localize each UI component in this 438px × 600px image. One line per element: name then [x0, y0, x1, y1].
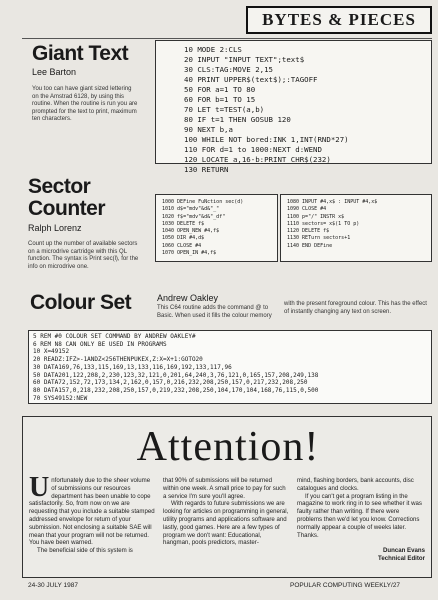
- code-line: 10 MODE 2:CLS: [184, 45, 242, 54]
- attention-col1b-text: The beneficial side of this system is: [37, 547, 133, 555]
- code-line: 5 REM #0 COLOUR SET COMMAND BY ANDREW OAKLEY#: [33, 333, 196, 340]
- giant-text-code: [156, 41, 431, 175]
- code-line: 50 FOR a=1 TO 80: [184, 85, 256, 94]
- attention-col-3: [297, 477, 425, 563]
- attention-box: [22, 416, 432, 578]
- code-line: 110 FOR d=1 to 1000:NEXT d:WEND: [184, 145, 322, 154]
- code-line: 1050 DIR #4,d$: [162, 235, 205, 242]
- code-line: 100 WHILE NOT bored:INK 1,INT(RND*27): [184, 135, 349, 144]
- giant-text-title: Giant Text: [32, 42, 129, 65]
- code-line: 40 PRINT UPPER$(text$);:TAGOFF: [184, 75, 318, 84]
- giant-text-listing: [155, 40, 432, 174]
- sector-listing-left: [155, 194, 278, 262]
- attention-title: Attention!: [136, 424, 320, 470]
- code-line: 1100 p="/" INSTR x$: [287, 213, 345, 220]
- attention-col3b-text: If you can't get a program listing in the magazine to work ring in to see whether it was faulty rather than writing. If there were problems then we'd let you know. Corrections normally appear a couple of weeks later. Thanks.: [297, 492, 422, 539]
- code-line: 50 DATA201,122,208,2,230,123,32,121,0,201,64,240,3,76,121,0,165,157,208,249,138: [33, 371, 319, 379]
- code-line: 1090 CLOSE #4: [287, 206, 327, 213]
- attention-dropcap: U: [29, 472, 50, 503]
- attention-signature: [297, 547, 425, 563]
- colour-set-intro-right: with the present foreground colour. This has the effect of instantly changing any text on screen.: [284, 301, 427, 315]
- code-line: 60 DATA72,152,72,173,134,2,162,0,157,0,216,232,208,250,157,0,217,232,208,250: [33, 379, 308, 387]
- footer-publication: POPULAR COMPUTING WEEKLY/27: [290, 582, 401, 589]
- code-line: 20 READZ:IFZ>-1ANDZ<256THENPUKEX,Z:X=X+1:GOTO20: [33, 356, 203, 364]
- sector-title-line1: Sector: [28, 175, 91, 198]
- sector-title-line2: Counter: [28, 197, 105, 220]
- code-line: 20 INPUT "INPUT TEXT";text$: [184, 55, 305, 64]
- code-line: 70 SYS49152:NEW: [33, 394, 88, 402]
- giant-text-author: Lee Barton: [32, 67, 77, 77]
- sector-counter-title: [28, 176, 105, 220]
- code-line: 80 DATA157,0,218,232,208,250,157,0,219,232,208,250,104,170,104,168,76,115,0,500: [33, 386, 319, 394]
- code-line: 1060 CLOSE #4: [162, 242, 202, 249]
- sector-code-right: [281, 195, 431, 250]
- code-line: 30 CLS:TAG:MOVE 2,15: [184, 65, 273, 74]
- code-line: 1080 INPUT #4,x$ : INPUT #4,x$: [287, 199, 378, 205]
- sector-listing-right: [280, 194, 432, 262]
- top-rule: [22, 38, 432, 39]
- colour-set-listing: [28, 330, 432, 404]
- code-line: 1040 OPEN_NEW #4,f$: [162, 228, 220, 235]
- code-line: 1070 OPEN_IN #4,f$: [162, 250, 217, 257]
- attention-col1-text: nfortunately due to the sheer volume of submissions our resources department has been unable to cope satisfactorily. So, from now on we are requesting that you include a suitable stamped addressed envelope for return of your submission. Not enclosing a suitable SAE will mean that your program will not be returned. You have been warned.: [29, 477, 155, 547]
- code-line: 1120 DELETE f$: [287, 228, 330, 235]
- attention-col2-text: that 90% of submissions will be returned within one week. A small price to pay for such a service I'm sure you'll agree.: [163, 477, 286, 500]
- code-line: 10 X=49152: [33, 348, 70, 356]
- colour-set-title: Colour Set: [30, 291, 132, 314]
- code-line: 1010 d$="mdv"&d&"_": [162, 206, 220, 213]
- code-line: 80 IF t=1 THEN GOSUB 120: [184, 115, 291, 124]
- giant-text-intro: You too can have giant sized lettering on the Amstrad 6128, by using this routine. When the routine is run you are prompted for the text to print, maximum ten characters.: [32, 86, 138, 122]
- code-line: 1030 DELETE f$: [162, 220, 205, 227]
- code-line: 120 LOCATE a,16-b:PRINT CHR$(232): [184, 155, 331, 164]
- code-line: 70 LET t=TEST(a,b): [184, 105, 265, 114]
- code-line: 1130 RETurn sectors+1: [287, 235, 351, 242]
- attention-col3-text: mind, flashing borders, bank accounts, disc catalogues and clocks.: [297, 477, 414, 492]
- colour-set-author: Andrew Oakley: [157, 293, 219, 303]
- code-line: 1140 END DEFine: [287, 242, 333, 249]
- section-title: BYTES & PIECES: [262, 10, 416, 29]
- colour-set-intro-left: This C64 routine adds the command @ to Basic. When used it fills the colour memory: [157, 305, 272, 319]
- attention-col2b-text: With regards to future submissions we are looking for articles on programming in general, utility programs and applications software and lastly, good games. Here are a few types of program we don't want: Educational, hangman, pools predictors, master-: [163, 500, 289, 547]
- code-line: 1020 f$="mdv"&d&"_df": [162, 213, 226, 220]
- section-header: [246, 6, 432, 34]
- code-line: 130 RETURN: [184, 165, 229, 174]
- sector-counter-author: Ralph Lorenz: [28, 223, 82, 233]
- attention-col-1: [29, 472, 155, 555]
- footer-date: 24-30 JULY 1987: [28, 582, 78, 589]
- attention-sign-name: Duncan Evans: [383, 547, 425, 555]
- code-line: 90 NEXT b,a: [184, 125, 233, 134]
- sector-counter-intro: Count up the number of available sectors on a microdrive cartridge with this QL function. The syntax is Print sec(l), for the info on microdrive one.: [28, 241, 139, 270]
- code-line: 6 REM N8 CAN ONLY BE USED IN PROGRAMS: [33, 340, 167, 348]
- sector-code-left: [156, 195, 277, 257]
- code-line: 1000 DEFine FuNction sec(d): [162, 199, 244, 205]
- attention-sign-role: Technical Editor: [378, 555, 425, 563]
- attention-col-2: [163, 477, 289, 547]
- code-line: 60 FOR b=1 TO 15: [184, 95, 256, 104]
- code-line: 30 DATA169,76,133,115,169,13,133,116,169,192,133,117,96: [33, 363, 232, 371]
- code-line: 1110 sectors= x$(1 TO p): [287, 220, 360, 227]
